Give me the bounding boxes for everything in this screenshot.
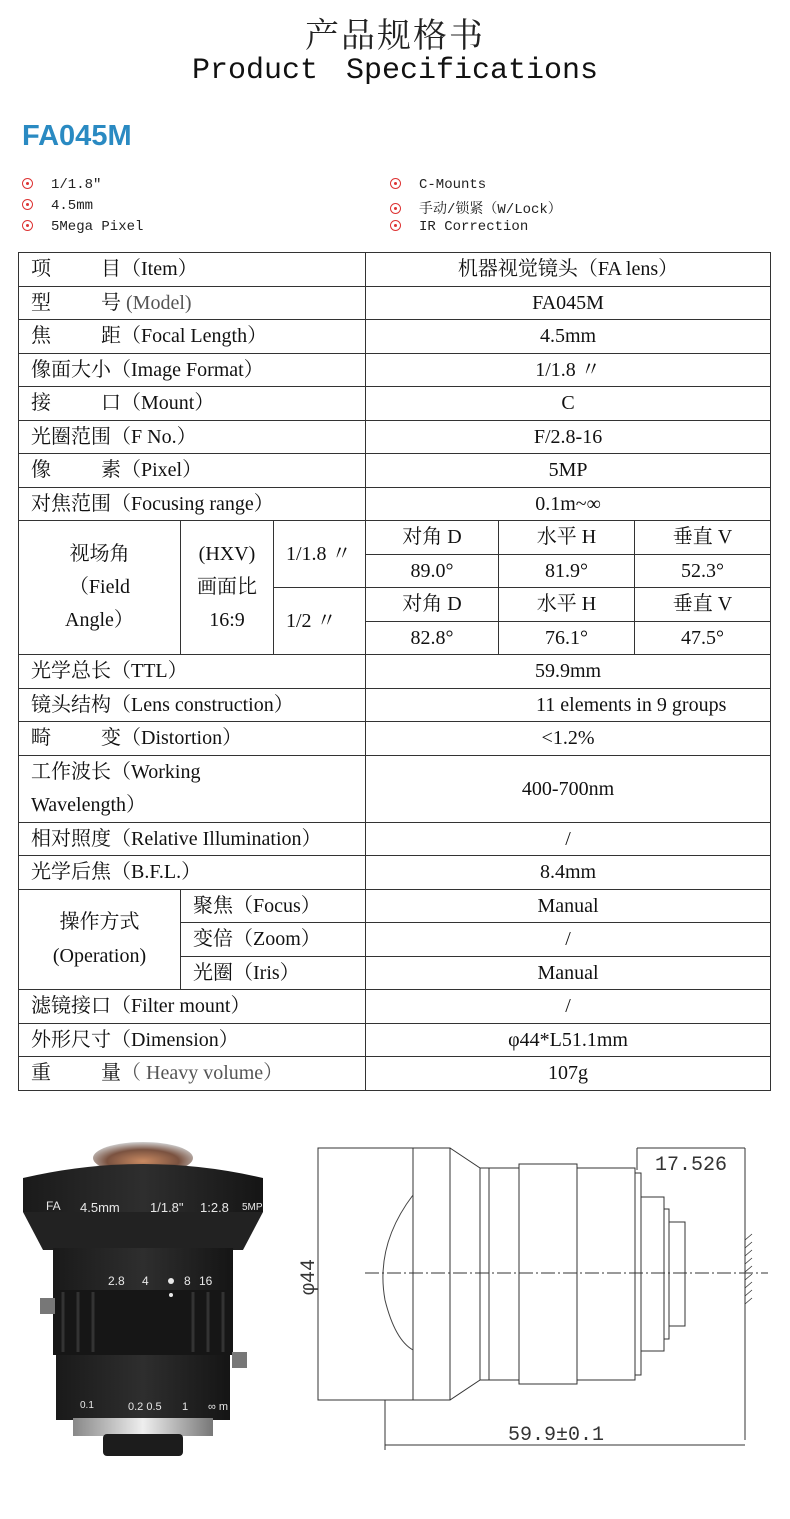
row-value: 11 elements in 9 groups (366, 688, 771, 722)
row-value: 0.1m~∞ (366, 487, 771, 521)
lens-photo (18, 1140, 268, 1460)
feature-text: 5Mega Pixel (51, 219, 144, 235)
operation-label: 操作方式 (Operation) (19, 889, 181, 990)
fov-value: 76.1° (499, 621, 635, 655)
row-label: 项 目（Item） (19, 253, 366, 287)
row-value: 4.5mm (366, 320, 771, 354)
svg-text:16: 16 (199, 1274, 213, 1288)
row-value: / (366, 822, 771, 856)
fov-header: 水平 H (499, 521, 635, 555)
table-row (19, 856, 771, 890)
row-label: 像面大小（Image Format） (19, 353, 366, 387)
row-label: 外形尺寸（Dimension） (19, 1023, 366, 1057)
row-value: 5MP (366, 454, 771, 488)
flange-dimension: 17.526 (655, 1154, 728, 1177)
row-label: 型 号 (Model) (19, 286, 366, 320)
table-row (19, 722, 771, 756)
table-row (19, 387, 771, 421)
row-label: 变倍（Zoom） (181, 923, 366, 957)
row-label: 光圈（Iris） (181, 956, 366, 990)
row-value: 59.9mm (366, 655, 771, 689)
row-label: 镜头结构（Lens construction） (19, 688, 366, 722)
row-label: 相对照度（Relative Illumination） (19, 822, 366, 856)
table-row (19, 1023, 771, 1057)
row-value: 机器视觉镜头（FA lens） (366, 253, 771, 287)
bullet-icon (22, 199, 33, 210)
svg-text:1/1.8": 1/1.8" (150, 1200, 184, 1215)
row-label: 光圈范围（F No.） (19, 420, 366, 454)
fov-header: 垂直 V (635, 521, 771, 555)
length-dimension: 59.9±0.1 (508, 1424, 605, 1447)
row-value: φ44*L51.1mm (366, 1023, 771, 1057)
table-row (19, 286, 771, 320)
page-title-en: Product Specifications (191, 54, 599, 88)
table-row (19, 320, 771, 354)
fov-value: 81.9° (499, 554, 635, 588)
row-value: 8.4mm (366, 856, 771, 890)
table-row (19, 420, 771, 454)
row-value: C (366, 387, 771, 421)
table-row (19, 1057, 771, 1091)
feature-text: C-Mounts (419, 177, 487, 193)
row-label: 聚焦（Focus） (181, 889, 366, 923)
table-row (19, 253, 771, 287)
dimension-drawing (290, 1140, 790, 1480)
fov-value: 82.8° (366, 621, 499, 655)
table-row (19, 822, 771, 856)
row-value: 400-700nm (366, 755, 771, 822)
row-label: 工作波长（Working Wavelength） (19, 755, 366, 822)
table-row (19, 454, 771, 488)
row-value: / (366, 990, 771, 1024)
sensor-size: 1/2 〃 (274, 588, 366, 655)
fov-header: 对角 D (366, 521, 499, 555)
svg-text:4: 4 (142, 1274, 149, 1288)
row-label: 重 量（ Heavy volume） (19, 1057, 366, 1091)
fov-value: 52.3° (635, 554, 771, 588)
feature-text: IR Correction (419, 219, 529, 235)
row-value: <1.2% (366, 722, 771, 756)
fov-value: 47.5° (635, 621, 771, 655)
table-row (19, 353, 771, 387)
diameter-dimension: φ44 (298, 1258, 321, 1295)
sensor-size: 1/1.8 〃 (274, 521, 366, 588)
field-angle-label: 视场角 （Field Angle） (19, 521, 181, 655)
table-row (19, 990, 771, 1024)
svg-text:2.8: 2.8 (108, 1274, 125, 1288)
svg-text:8: 8 (184, 1274, 191, 1288)
spec-table (18, 252, 771, 1091)
feature-item (22, 177, 101, 193)
row-value: Manual (366, 889, 771, 923)
row-label: 光学总长（TTL） (19, 655, 366, 689)
model-heading: FA045M (22, 120, 132, 152)
feature-item (22, 198, 93, 214)
aspect-ratio-label: (HXV) 画面比 16:9 (181, 521, 274, 655)
fov-value: 89.0° (366, 554, 499, 588)
bullet-icon (22, 220, 33, 231)
table-row (19, 755, 771, 822)
row-label: 焦 距（Focal Length） (19, 320, 366, 354)
feature-item (390, 177, 486, 193)
row-label: 像 素（Pixel） (19, 454, 366, 488)
table-row (19, 889, 771, 923)
fov-header: 垂直 V (635, 588, 771, 622)
svg-text:1:2.8: 1:2.8 (200, 1200, 229, 1215)
table-row (19, 521, 771, 555)
row-label: 接 口（Mount） (19, 387, 366, 421)
table-row (19, 655, 771, 689)
table-row (19, 487, 771, 521)
feature-text: 手动/锁紧（W/Lock） (419, 202, 562, 218)
svg-text:0.2 0.5: 0.2 0.5 (128, 1401, 162, 1413)
feature-item (390, 198, 562, 218)
svg-text:∞ m: ∞ m (208, 1401, 229, 1413)
table-row (19, 688, 771, 722)
svg-text:1: 1 (182, 1401, 189, 1413)
row-label: 对焦范围（Focusing range） (19, 487, 366, 521)
row-label: 滤镜接口（Filter mount） (19, 990, 366, 1024)
bullet-icon (390, 178, 401, 189)
svg-text:0.1: 0.1 (80, 1400, 94, 1411)
svg-text:FA: FA (46, 1199, 61, 1213)
fov-header: 对角 D (366, 588, 499, 622)
row-value: 107g (366, 1057, 771, 1091)
fov-header: 水平 H (499, 588, 635, 622)
row-label: 光学后焦（B.F.L.） (19, 856, 366, 890)
feature-item (22, 219, 143, 235)
svg-text:5MP: 5MP (242, 1202, 263, 1213)
svg-text:4.5mm: 4.5mm (80, 1200, 120, 1215)
feature-item (390, 219, 528, 235)
row-value: / (366, 923, 771, 957)
bullet-icon (390, 220, 401, 231)
page-title-cn: 产品规格书 (305, 16, 485, 56)
feature-text: 4.5mm (51, 198, 94, 214)
bullet-icon (22, 178, 33, 189)
row-value: FA045M (366, 286, 771, 320)
row-value: 1/1.8 〃 (366, 353, 771, 387)
row-value: F/2.8-16 (366, 420, 771, 454)
feature-text: 1/1.8″ (51, 177, 102, 193)
row-label: 畸 变（Distortion） (19, 722, 366, 756)
bullet-icon (390, 203, 401, 214)
row-value: Manual (366, 956, 771, 990)
